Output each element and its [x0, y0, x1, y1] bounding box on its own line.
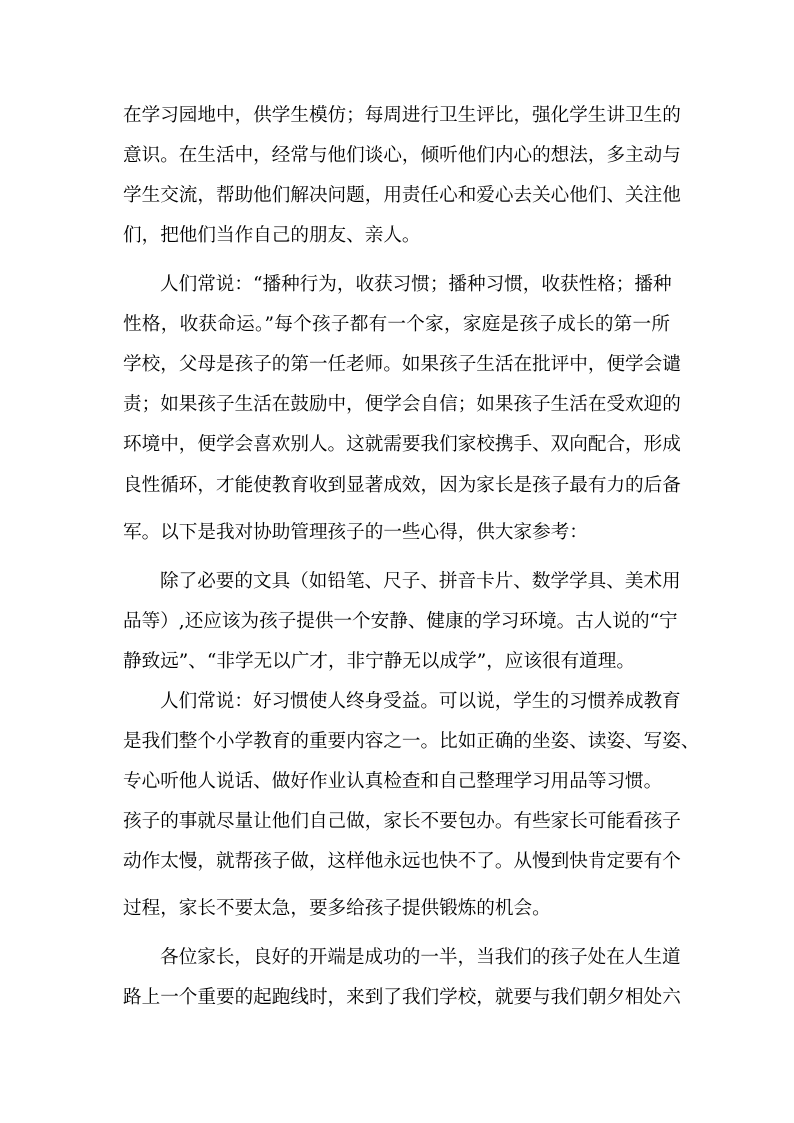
text-line: 各位家长，良好的开端是成功的一半，当我们的孩子处在人生道 — [160, 947, 681, 968]
text-line: 们，把他们当作自己的朋友、亲人。 — [123, 225, 421, 246]
text-line: 路上一个重要的起跑线时，来到了我们学校，就要与我们朝夕相处六 — [123, 987, 681, 1008]
text-line: 良性循环，才能使教育收到显著成效，因为家长是孩子最有力的后备 — [123, 475, 681, 496]
text-line: 过程，家长不要太急，要多给孩子提供锻炼的机会。 — [123, 898, 551, 919]
text-line: 学生交流，帮助他们解决问题，用责任心和爱心去关心他们、关注他 — [123, 185, 681, 206]
text-line: 孩子的事就尽量让他们自己做，家长不要包办。有些家长可能看孩子 — [123, 811, 681, 832]
text-line: 是我们整个小学教育的重要内容之一。比如正确的坐姿、读姿、写姿、 — [123, 731, 700, 752]
text-line: 动作太慢，就帮孩子做，这样他永远也快不了。从慢到快肯定要有个 — [123, 851, 681, 872]
text-line: 人们常说：“播种行为，收获习惯；播种习惯，收获性格；播种 — [160, 274, 672, 295]
text-line: 性格，收获命运。”每个孩子都有一个家，家庭是孩子成长的第一所 — [123, 314, 670, 335]
text-line: 意识。在生活中，经常与他们谈心，倾听他们内心的想法，多主动与 — [123, 145, 681, 166]
text-line: 军。以下是我对协助管理孩子的一些心得，供大家参考： — [123, 522, 588, 543]
text-line: 学校，父母是孩子的第一任老师。如果孩子生活在批评中，便学会谴 — [123, 354, 681, 375]
text-line: 在学习园地中，供学生模仿；每周进行卫生评比，强化学生讲卫生的 — [123, 105, 681, 126]
text-line: 人们常说：好习惯使人终身受益。可以说，学生的习惯养成教育 — [160, 691, 681, 712]
text-line: 责；如果孩子生活在鼓励中，便学会自信；如果孩子生活在受欢迎的 — [123, 394, 681, 415]
text-line: 品等）,还应该为孩子提供一个安静、健康的学习环境。古人说的“宁 — [123, 611, 678, 632]
text-line: 专心听他人说话、做好作业认真检查和自己整理学习用品等习惯。 — [123, 771, 663, 792]
text-line: 静致远”、“非学无以广才，非宁静无以成学”，应该很有道理。 — [123, 651, 635, 672]
text-line: 除了必要的文具（如铅笔、尺子、拼音卡片、数学学具、美术用 — [160, 571, 681, 592]
text-line: 环境中，便学会喜欢别人。这就需要我们家校携手、双向配合，形成 — [123, 434, 681, 455]
